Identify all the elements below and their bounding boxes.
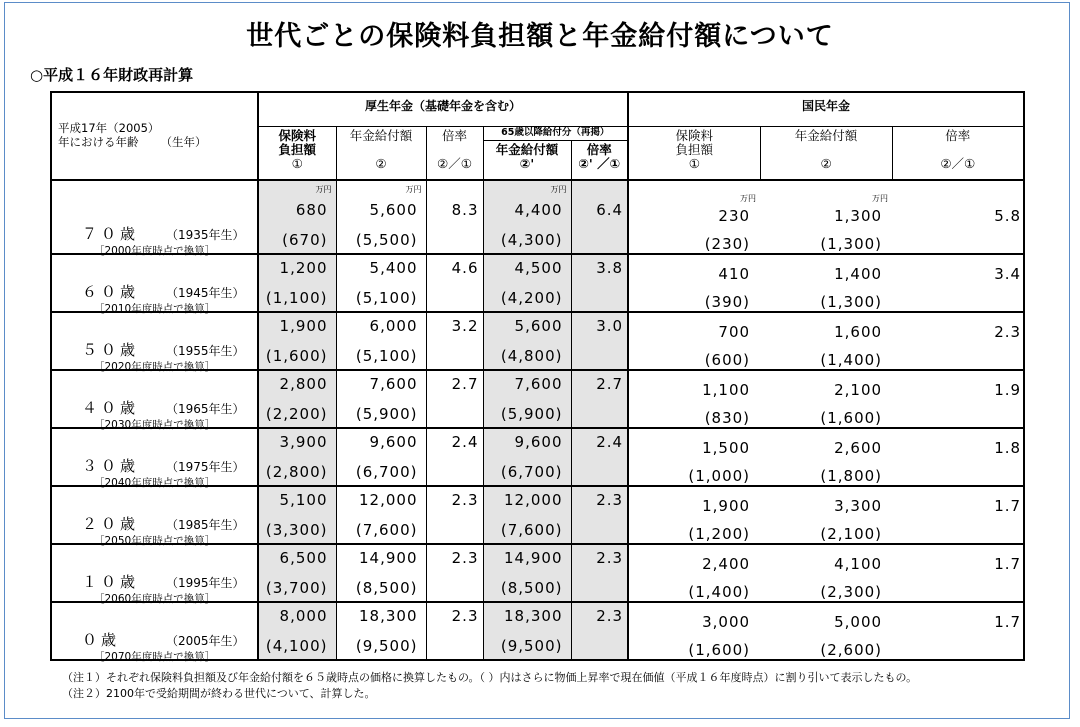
kousei-benefit-cell: 7,600 (5,900) bbox=[336, 370, 426, 428]
kokumin-benefit-cell: 4,100 (2,300) bbox=[760, 544, 892, 602]
age-cell bbox=[51, 486, 258, 547]
sub-benefit-cell: 万円 4,400 (4,300) bbox=[483, 180, 571, 254]
kokumin-ratio-cell: 1.7 bbox=[892, 602, 1024, 660]
table-row bbox=[51, 180, 1024, 254]
kousei-premium-cell: 2,800 (2,200) bbox=[258, 370, 336, 428]
unit-label: 万円 bbox=[550, 185, 567, 194]
kousei-ratio-cell: 2.3 bbox=[426, 544, 483, 602]
kokumin-benefit-cell: 2,100 (1,600) bbox=[760, 370, 892, 428]
sub-benefit-cell: 12,000 (7,600) bbox=[483, 486, 571, 544]
table-row bbox=[51, 486, 1024, 544]
kousei-premium-cell: 1,900 (1,600) bbox=[258, 312, 336, 370]
kousei-ratio-cell: 2.3 bbox=[426, 602, 483, 660]
table-row bbox=[51, 254, 1024, 312]
footnote-2: （注２）2100年で受給期間が終わる世代について、計算した。 bbox=[62, 687, 376, 700]
kousei-benefit-cell: 5,400 (5,100) bbox=[336, 254, 426, 312]
header-sub-group: 65歳以降給付分（再掲） bbox=[483, 126, 628, 140]
birth-year: （1975年生） bbox=[166, 460, 245, 474]
header-kousei-benefit: 年金給付額 ② bbox=[336, 126, 426, 180]
age-value: ５０歳 bbox=[82, 341, 140, 359]
birth-year: （1955年生） bbox=[166, 344, 245, 358]
age-cell bbox=[51, 602, 258, 663]
sub-benefit-cell: 4,500 (4,200) bbox=[483, 254, 571, 312]
sub-ratio-cell: 2.3 bbox=[571, 486, 628, 544]
kokumin-benefit-cell: 2,600 (1,800) bbox=[760, 428, 892, 486]
unit-label: 万円 bbox=[872, 194, 889, 203]
age-cell bbox=[51, 180, 258, 257]
age-value: ３０歳 bbox=[82, 457, 140, 475]
kokumin-premium-cell: 700 (600) bbox=[628, 312, 760, 370]
conversion-note: ［2040年度時点で換算］ bbox=[94, 477, 216, 489]
kousei-benefit-cell: 6,000 (5,100) bbox=[336, 312, 426, 370]
birth-year: （1985年生） bbox=[166, 518, 245, 532]
kousei-premium-cell: 6,500 (3,700) bbox=[258, 544, 336, 602]
age-cell bbox=[51, 254, 258, 315]
birth-year: （1935年生） bbox=[166, 228, 245, 242]
page-subtitle: ○平成１６年財政再計算 bbox=[30, 66, 194, 84]
kokumin-premium-cell: 2,400 (1,400) bbox=[628, 544, 760, 602]
kokumin-benefit-cell: 1,600 (1,400) bbox=[760, 312, 892, 370]
birth-header-label: （生年） bbox=[160, 135, 207, 149]
birth-year: （1945年生） bbox=[166, 286, 245, 300]
sub-ratio-cell: 3.8 bbox=[571, 254, 628, 312]
kousei-benefit-cell: 万円 5,600 (5,500) bbox=[336, 180, 426, 254]
kokumin-ratio-cell: 5.8 bbox=[892, 180, 1024, 254]
kokumin-premium-cell: 3,000 (1,600) bbox=[628, 602, 760, 660]
unit-label: 万円 bbox=[740, 194, 757, 203]
kousei-premium-cell: 5,100 (3,300) bbox=[258, 486, 336, 544]
kousei-ratio-cell: 2.3 bbox=[426, 486, 483, 544]
header-sub-ratio: 倍率 ②' ／① bbox=[571, 140, 628, 180]
kokumin-premium-cell: 1,500 (1,000) bbox=[628, 428, 760, 486]
conversion-note: ［2070年度時点で換算］ bbox=[94, 651, 216, 663]
kousei-benefit-cell: 9,600 (6,700) bbox=[336, 428, 426, 486]
kousei-premium-cell: 1,200 (1,100) bbox=[258, 254, 336, 312]
kousei-benefit-cell: 14,900 (8,500) bbox=[336, 544, 426, 602]
kousei-premium-cell: 8,000 (4,100) bbox=[258, 602, 336, 660]
age-cell bbox=[51, 370, 258, 431]
birth-year: （1965年生） bbox=[166, 402, 245, 416]
kousei-group-header: 厚生年金（基礎年金を含む） bbox=[258, 92, 628, 126]
header-kokumin-benefit: 年金給付額 ② bbox=[760, 126, 892, 180]
birth-year: （2005年生） bbox=[166, 634, 245, 648]
kokumin-premium-cell: 1,900 (1,200) bbox=[628, 486, 760, 544]
sub-benefit-cell: 9,600 (6,700) bbox=[483, 428, 571, 486]
sub-ratio-cell: 3.0 bbox=[571, 312, 628, 370]
kokumin-premium-cell: 410 (390) bbox=[628, 254, 760, 312]
table-row bbox=[51, 544, 1024, 602]
page-title: 世代ごとの保険料負担額と年金給付額について bbox=[246, 21, 834, 52]
unit-label: 万円 bbox=[315, 185, 332, 194]
conversion-note: ［2020年度時点で換算］ bbox=[94, 361, 216, 373]
table-row bbox=[51, 602, 1024, 660]
kokumin-group-header: 国民年金 bbox=[628, 92, 1024, 126]
kousei-ratio-cell: 4.6 bbox=[426, 254, 483, 312]
age-value: ０歳 bbox=[82, 631, 121, 649]
header-sub-benefit: 年金給付額 ②' bbox=[483, 140, 571, 180]
pension-table bbox=[50, 91, 1025, 661]
kokumin-ratio-cell: 1.7 bbox=[892, 544, 1024, 602]
table-row bbox=[51, 370, 1024, 428]
kousei-premium-cell: 万円 680 (670) bbox=[258, 180, 336, 254]
table-row bbox=[51, 312, 1024, 370]
sub-ratio-cell: 2.3 bbox=[571, 544, 628, 602]
kokumin-premium-cell: 1,100 (830) bbox=[628, 370, 760, 428]
age-header-label-1: 平成17年（2005） bbox=[58, 121, 160, 135]
kokumin-benefit-cell: 1,400 (1,300) bbox=[760, 254, 892, 312]
unit-label: 万円 bbox=[405, 185, 422, 194]
age-value: ４０歳 bbox=[82, 399, 140, 417]
age-cell bbox=[51, 544, 258, 605]
kokumin-ratio-cell: 2.3 bbox=[892, 312, 1024, 370]
kousei-premium-cell: 3,900 (2,800) bbox=[258, 428, 336, 486]
conversion-note: ［2000年度時点で換算］ bbox=[94, 245, 216, 257]
header-kokumin-premium: 保険料 負担額 ① bbox=[628, 126, 760, 180]
sub-benefit-cell: 5,600 (4,800) bbox=[483, 312, 571, 370]
kokumin-ratio-cell: 1.9 bbox=[892, 370, 1024, 428]
kousei-benefit-cell: 18,300 (9,500) bbox=[336, 602, 426, 660]
kokumin-ratio-cell: 3.4 bbox=[892, 254, 1024, 312]
age-cell bbox=[51, 312, 258, 373]
kousei-ratio-cell: 3.2 bbox=[426, 312, 483, 370]
age-header-label-2: 年における年齢 bbox=[58, 135, 139, 149]
sub-ratio-cell: 2.7 bbox=[571, 370, 628, 428]
sub-benefit-cell: 14,900 (8,500) bbox=[483, 544, 571, 602]
header-kokumin-ratio: 倍率 ②／① bbox=[892, 126, 1024, 180]
footnote-1: （注１）それぞれ保険料負担額及び年金給付額を６５歳時点の価格に換算したもの。（ ）内はさらに物価上昇率で現在価値（平成１６年度時点）に割り引いて表示したもの。 bbox=[62, 671, 918, 684]
birth-year: （1995年生） bbox=[166, 576, 245, 590]
sub-ratio-cell: 2.3 bbox=[571, 602, 628, 660]
kousei-benefit-cell: 12,000 (7,600) bbox=[336, 486, 426, 544]
sub-ratio-cell: 6.4 bbox=[571, 180, 628, 254]
kokumin-ratio-cell: 1.7 bbox=[892, 486, 1024, 544]
conversion-note: ［2030年度時点で換算］ bbox=[94, 419, 216, 431]
conversion-note: ［2060年度時点で換算］ bbox=[94, 593, 216, 605]
kokumin-benefit-cell: 3,300 (2,100) bbox=[760, 486, 892, 544]
kousei-ratio-cell: 8.3 bbox=[426, 180, 483, 254]
conversion-note: ［2010年度時点で換算］ bbox=[94, 303, 216, 315]
age-cell bbox=[51, 428, 258, 489]
kokumin-ratio-cell: 1.8 bbox=[892, 428, 1024, 486]
age-value: １０歳 bbox=[82, 573, 140, 591]
sub-benefit-cell: 18,300 (9,500) bbox=[483, 602, 571, 660]
header-kousei-premium: 保険料 負担額 ① bbox=[258, 126, 336, 180]
age-value: ２０歳 bbox=[82, 515, 140, 533]
age-value: ６０歳 bbox=[82, 283, 140, 301]
header-kousei-ratio: 倍率 ②／① bbox=[426, 126, 483, 180]
age-value: ７０歳 bbox=[82, 225, 140, 243]
kousei-ratio-cell: 2.7 bbox=[426, 370, 483, 428]
kousei-ratio-cell: 2.4 bbox=[426, 428, 483, 486]
conversion-note: ［2050年度時点で換算］ bbox=[94, 535, 216, 547]
kokumin-premium-cell: 万円 230 (230) bbox=[628, 180, 760, 254]
kokumin-benefit-cell: 万円 1,300 (1,300) bbox=[760, 180, 892, 254]
age-header-cell bbox=[51, 92, 258, 180]
sub-benefit-cell: 7,600 (5,900) bbox=[483, 370, 571, 428]
kokumin-benefit-cell: 5,000 (2,600) bbox=[760, 602, 892, 660]
table-row bbox=[51, 428, 1024, 486]
sub-ratio-cell: 2.4 bbox=[571, 428, 628, 486]
